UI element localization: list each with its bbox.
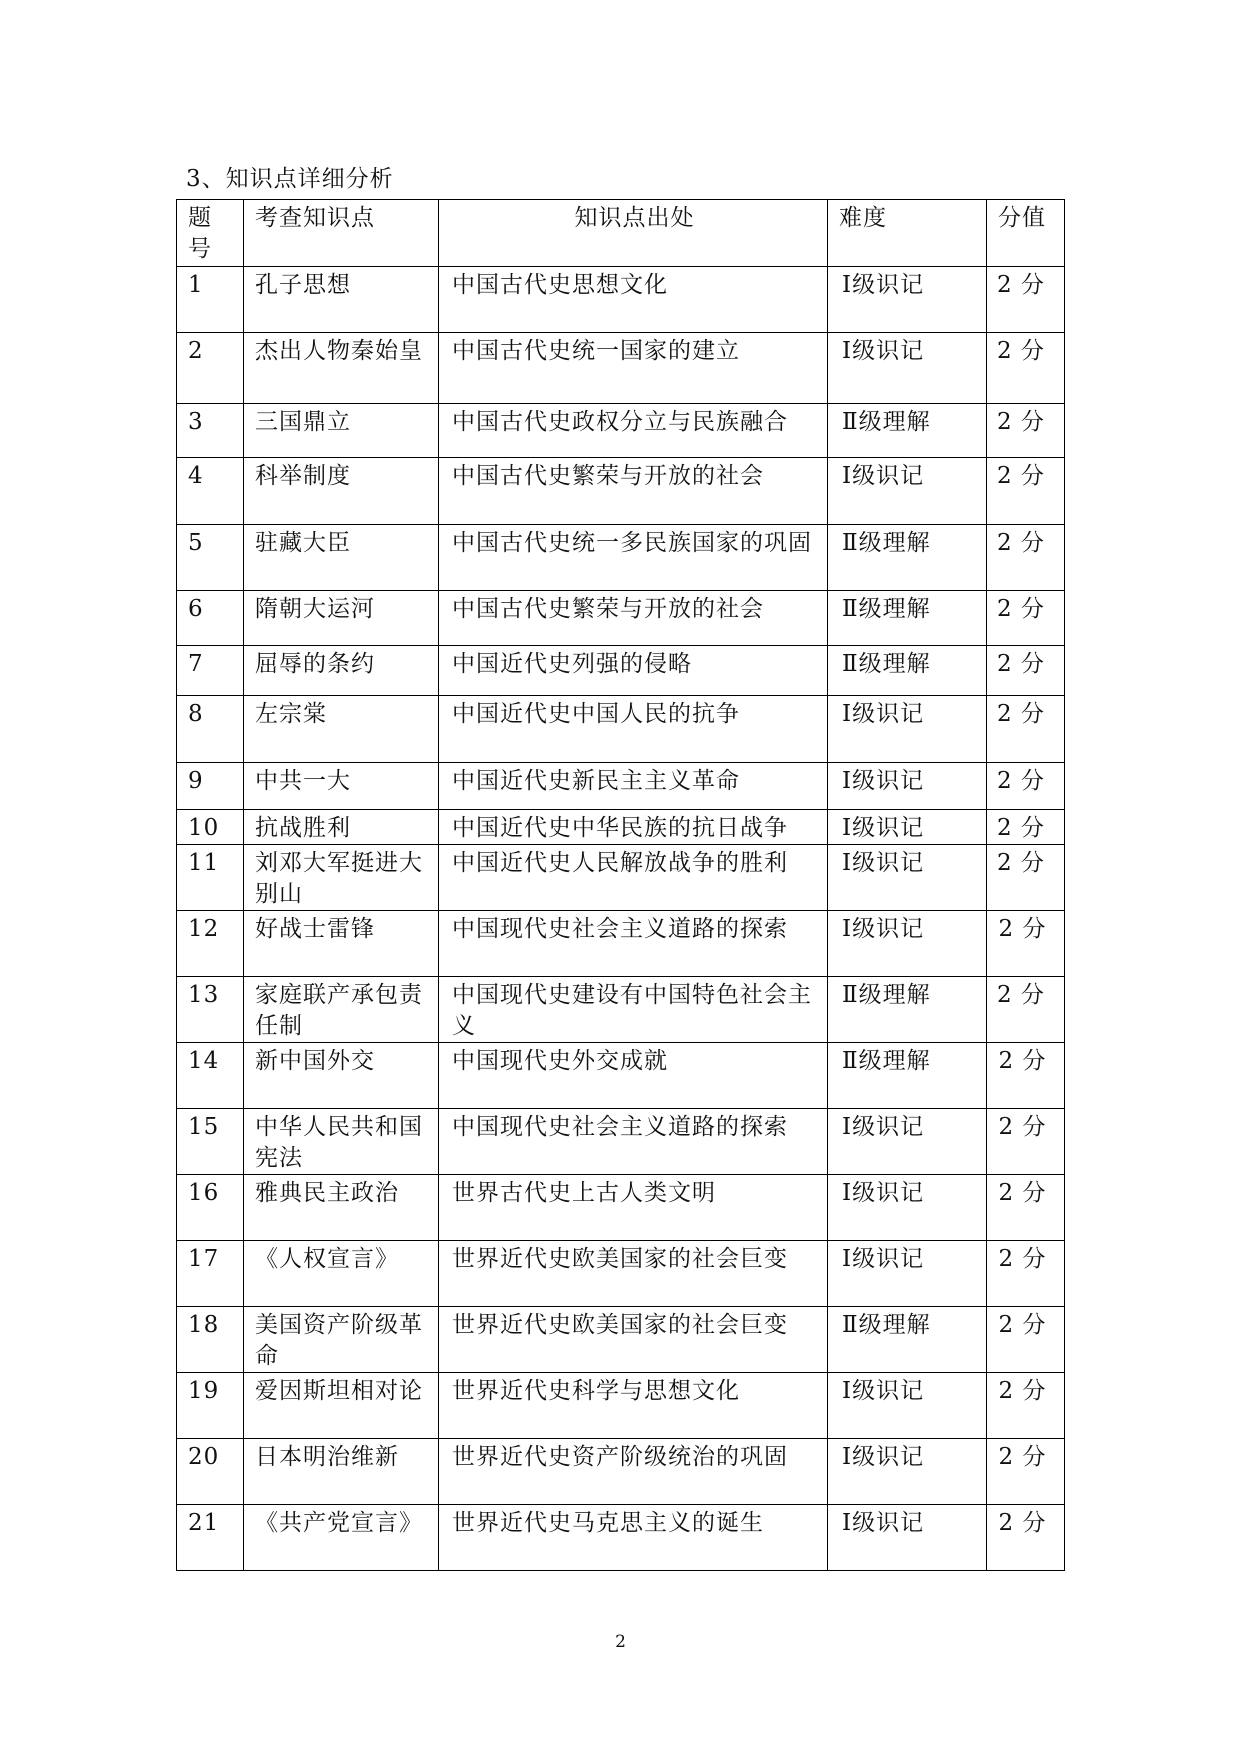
cell-source: 中国近代史中国人民的抗争 — [439, 696, 828, 763]
cell-score: 2 分 — [987, 1307, 1065, 1373]
cell-source: 中国古代史思想文化 — [439, 267, 828, 333]
table-row — [177, 1109, 1065, 1175]
cell-knowledge-point: 左宗棠 — [244, 696, 439, 763]
cell-score: 2 分 — [987, 1241, 1065, 1307]
cell-number: 14 — [177, 1043, 244, 1109]
cell-number: 7 — [177, 646, 244, 696]
cell-knowledge-point: 《共产党宣言》 — [244, 1505, 439, 1571]
section-heading: 3、知识点详细分析 — [186, 166, 394, 192]
col-header-knowledge-point: 考查知识点 — [244, 200, 439, 267]
cell-knowledge-point: 科举制度 — [244, 458, 439, 525]
cell-score: 2 分 — [987, 404, 1065, 458]
cell-difficulty: Ⅰ级识记 — [828, 696, 987, 763]
cell-difficulty: Ⅱ级理解 — [828, 525, 987, 591]
cell-knowledge-point: 驻藏大臣 — [244, 525, 439, 591]
cell-source: 中国近代史人民解放战争的胜利 — [439, 845, 828, 911]
cell-score: 2 分 — [987, 1439, 1065, 1505]
cell-source: 中国现代史建设有中国特色社会主义 — [439, 977, 828, 1043]
cell-knowledge-point: 抗战胜利 — [244, 810, 439, 845]
cell-difficulty: Ⅱ级理解 — [828, 1043, 987, 1109]
cell-difficulty: Ⅰ级识记 — [828, 1109, 987, 1175]
cell-score: 2 分 — [987, 333, 1065, 404]
cell-difficulty: Ⅰ级识记 — [828, 845, 987, 911]
col-header-number: 题号 — [177, 200, 244, 267]
cell-score: 2 分 — [987, 1505, 1065, 1571]
cell-source: 世界近代史科学与思想文化 — [439, 1373, 828, 1439]
table-row — [177, 1439, 1065, 1505]
cell-knowledge-point: 家庭联产承包责任制 — [244, 977, 439, 1043]
cell-knowledge-point: 雅典民主政治 — [244, 1175, 439, 1241]
cell-score: 2 分 — [987, 810, 1065, 845]
cell-number: 19 — [177, 1373, 244, 1439]
cell-knowledge-point: 中华人民共和国宪法 — [244, 1109, 439, 1175]
cell-number: 18 — [177, 1307, 244, 1373]
table-row — [177, 333, 1065, 404]
table-row — [177, 1241, 1065, 1307]
cell-number: 8 — [177, 696, 244, 763]
table-row — [177, 458, 1065, 525]
table-row — [177, 591, 1065, 646]
cell-number: 10 — [177, 810, 244, 845]
table-row — [177, 1043, 1065, 1109]
cell-difficulty: Ⅱ级理解 — [828, 646, 987, 696]
cell-difficulty: Ⅰ级识记 — [828, 763, 987, 810]
cell-score: 2 分 — [987, 845, 1065, 911]
cell-knowledge-point: 《人权宣言》 — [244, 1241, 439, 1307]
cell-source: 中国古代史政权分立与民族融合 — [439, 404, 828, 458]
cell-difficulty: Ⅰ级识记 — [828, 1373, 987, 1439]
table-row — [177, 1505, 1065, 1571]
cell-source: 中国近代史列强的侵略 — [439, 646, 828, 696]
cell-knowledge-point: 好战士雷锋 — [244, 911, 439, 977]
cell-source: 中国现代史社会主义道路的探索 — [439, 1109, 828, 1175]
table-row — [177, 763, 1065, 810]
cell-difficulty: Ⅰ级识记 — [828, 1175, 987, 1241]
cell-knowledge-point: 刘邓大军挺进大别山 — [244, 845, 439, 911]
table-row — [177, 1373, 1065, 1439]
cell-score: 2 分 — [987, 1109, 1065, 1175]
cell-knowledge-point: 杰出人物秦始皇 — [244, 333, 439, 404]
cell-knowledge-point: 日本明治维新 — [244, 1439, 439, 1505]
cell-difficulty: Ⅱ级理解 — [828, 1307, 987, 1373]
cell-number: 6 — [177, 591, 244, 646]
cell-number: 1 — [177, 267, 244, 333]
cell-knowledge-point: 美国资产阶级革命 — [244, 1307, 439, 1373]
cell-source: 中国古代史统一国家的建立 — [439, 333, 828, 404]
cell-number: 20 — [177, 1439, 244, 1505]
cell-score: 2 分 — [987, 267, 1065, 333]
cell-knowledge-point: 屈辱的条约 — [244, 646, 439, 696]
cell-number: 15 — [177, 1109, 244, 1175]
cell-source: 中国现代史社会主义道路的探索 — [439, 911, 828, 977]
table-row — [177, 696, 1065, 763]
table-row — [177, 267, 1065, 333]
cell-score: 2 分 — [987, 763, 1065, 810]
cell-source: 中国现代史外交成就 — [439, 1043, 828, 1109]
cell-number: 13 — [177, 977, 244, 1043]
cell-number: 21 — [177, 1505, 244, 1571]
cell-source: 中国古代史统一多民族国家的巩固 — [439, 525, 828, 591]
cell-source: 世界近代史欧美国家的社会巨变 — [439, 1241, 828, 1307]
cell-number: 5 — [177, 525, 244, 591]
cell-score: 2 分 — [987, 977, 1065, 1043]
cell-difficulty: Ⅱ级理解 — [828, 977, 987, 1043]
cell-difficulty: Ⅰ级识记 — [828, 1439, 987, 1505]
cell-knowledge-point: 新中国外交 — [244, 1043, 439, 1109]
cell-number: 17 — [177, 1241, 244, 1307]
cell-source: 世界近代史资产阶级统治的巩固 — [439, 1439, 828, 1505]
col-header-difficulty: 难度 — [828, 200, 987, 267]
cell-difficulty: Ⅰ级识记 — [828, 1505, 987, 1571]
cell-source: 中国古代史繁荣与开放的社会 — [439, 458, 828, 525]
cell-score: 2 分 — [987, 646, 1065, 696]
cell-difficulty: Ⅱ级理解 — [828, 404, 987, 458]
table-row — [177, 525, 1065, 591]
table-row — [177, 646, 1065, 696]
col-header-source: 知识点出处 — [439, 200, 828, 267]
table-row — [177, 404, 1065, 458]
cell-source: 世界近代史欧美国家的社会巨变 — [439, 1307, 828, 1373]
cell-source: 世界近代史马克思主义的诞生 — [439, 1505, 828, 1571]
cell-score: 2 分 — [987, 458, 1065, 525]
table-row — [177, 810, 1065, 845]
cell-difficulty: Ⅰ级识记 — [828, 267, 987, 333]
cell-number: 4 — [177, 458, 244, 525]
cell-source: 世界古代史上古人类文明 — [439, 1175, 828, 1241]
cell-difficulty: Ⅰ级识记 — [828, 1241, 987, 1307]
table-row — [177, 911, 1065, 977]
cell-number: 11 — [177, 845, 244, 911]
knowledge-point-table — [176, 199, 1065, 1571]
cell-difficulty: Ⅰ级识记 — [828, 333, 987, 404]
table-row — [177, 845, 1065, 911]
cell-score: 2 分 — [987, 1373, 1065, 1439]
cell-knowledge-point: 中共一大 — [244, 763, 439, 810]
page-number: 2 — [615, 1632, 626, 1652]
cell-source: 中国古代史繁荣与开放的社会 — [439, 591, 828, 646]
cell-number: 16 — [177, 1175, 244, 1241]
cell-score: 2 分 — [987, 911, 1065, 977]
cell-knowledge-point: 三国鼎立 — [244, 404, 439, 458]
col-header-score: 分值 — [987, 200, 1065, 267]
cell-number: 9 — [177, 763, 244, 810]
table-row — [177, 977, 1065, 1043]
cell-score: 2 分 — [987, 1175, 1065, 1241]
cell-difficulty: Ⅰ级识记 — [828, 458, 987, 525]
cell-difficulty: Ⅱ级理解 — [828, 591, 987, 646]
table-row — [177, 1175, 1065, 1241]
cell-score: 2 分 — [987, 591, 1065, 646]
cell-difficulty: Ⅰ级识记 — [828, 810, 987, 845]
cell-number: 12 — [177, 911, 244, 977]
cell-number: 2 — [177, 333, 244, 404]
table-body — [177, 267, 1065, 1571]
cell-source: 中国近代史中华民族的抗日战争 — [439, 810, 828, 845]
cell-number: 3 — [177, 404, 244, 458]
cell-knowledge-point: 爱因斯坦相对论 — [244, 1373, 439, 1439]
cell-score: 2 分 — [987, 696, 1065, 763]
cell-score: 2 分 — [987, 525, 1065, 591]
cell-knowledge-point: 隋朝大运河 — [244, 591, 439, 646]
cell-difficulty: Ⅰ级识记 — [828, 911, 987, 977]
cell-source: 中国近代史新民主主义革命 — [439, 763, 828, 810]
cell-score: 2 分 — [987, 1043, 1065, 1109]
cell-knowledge-point: 孔子思想 — [244, 267, 439, 333]
table-header-row — [177, 200, 1065, 267]
table-row — [177, 1307, 1065, 1373]
